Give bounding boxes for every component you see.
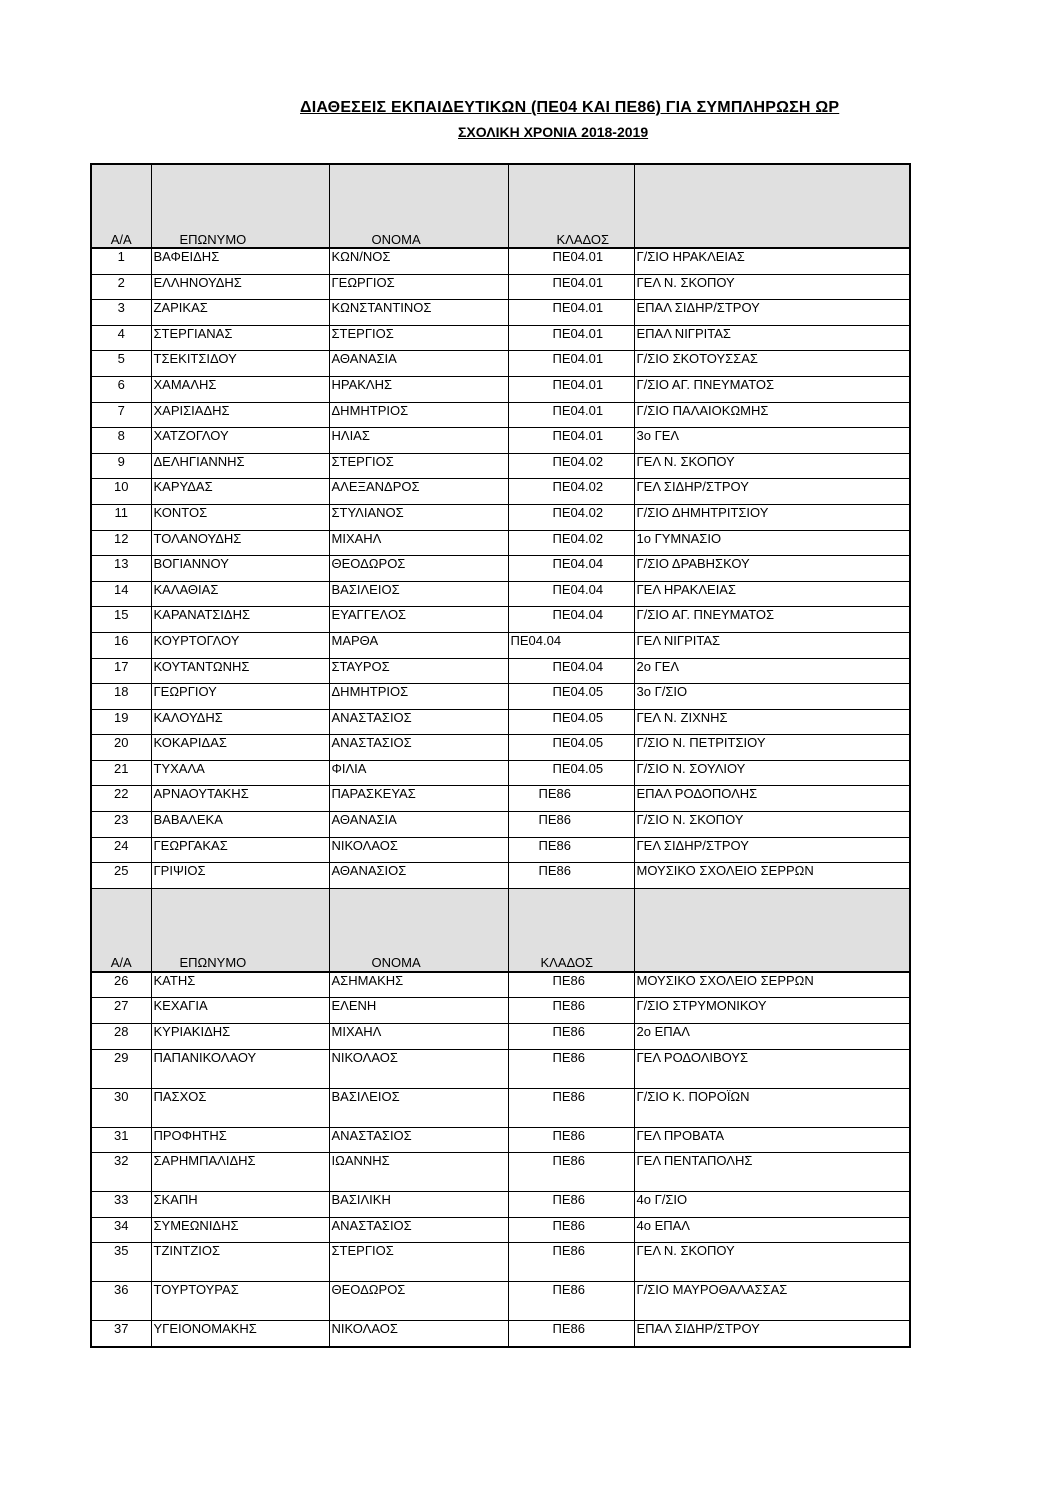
table-row bbox=[91, 1217, 910, 1243]
cell-name: ΠΑΡΑΣΚΕΥΑΣ bbox=[329, 786, 508, 812]
cell-surname: ΑΡΝΑΟΥΤΑΚΗΣ bbox=[151, 786, 329, 812]
cell-surname: ΠΑΠΑΝΙΚΟΛΑΟΥ bbox=[151, 1049, 329, 1088]
cell-aa: 15 bbox=[91, 607, 151, 633]
cell-aa: 18 bbox=[91, 684, 151, 710]
cell-aa: 23 bbox=[91, 812, 151, 838]
cell-surname: ΚΑΡΥΔΑΣ bbox=[151, 479, 329, 505]
cell-branch: ΠΕ04.04 bbox=[508, 607, 634, 633]
cell-name: ΜΑΡΘΑ bbox=[329, 632, 508, 658]
cell-surname: ΥΓΕΙΟΝΟΜΑΚΗΣ bbox=[151, 1321, 329, 1347]
document-title: ΔΙΑΘΕΣΕΙΣ ΕΚΠΑΙΔΕΥΤΙΚΩΝ (ΠΕ04 ΚΑΙ ΠΕ86) ΓΙΑ ΣΥΜΠΛΗΡΩΣΗ ΩΡ bbox=[300, 99, 840, 116]
cell-placement: 2ο ΕΠΑΛ bbox=[634, 1024, 910, 1050]
table-row bbox=[91, 325, 910, 351]
table-body-second bbox=[91, 972, 910, 1347]
cell-surname: ΚΟΝΤΟΣ bbox=[151, 504, 329, 530]
cell-surname: ΒΑΦΕΙΔΗΣ bbox=[151, 248, 329, 274]
table-row bbox=[91, 863, 910, 889]
cell-placement: ΓΕΛ ΠΕΝΤΑΠΟΛΗΣ bbox=[634, 1153, 910, 1192]
cell-placement: Γ/ΣΙΟ ΣΚΟΤΟΥΣΣΑΣ bbox=[634, 351, 910, 377]
cell-aa: 29 bbox=[91, 1049, 151, 1088]
cell-branch: ΠΕ04.01 bbox=[508, 351, 634, 377]
cell-placement: 4ο ΕΠΑΛ bbox=[634, 1217, 910, 1243]
cell-branch: ΠΕ04.05 bbox=[508, 760, 634, 786]
table-row bbox=[91, 998, 910, 1024]
cell-aa: 31 bbox=[91, 1127, 151, 1153]
cell-surname: ΕΛΛΗΝΟΥΔΗΣ bbox=[151, 274, 329, 300]
header-placement bbox=[634, 888, 910, 972]
cell-surname: ΤΖΙΝΤΖΙΟΣ bbox=[151, 1243, 329, 1282]
cell-name: ΜΙΧΑΗΛ bbox=[329, 530, 508, 556]
cell-surname: ΓΡΙΨΙΟΣ bbox=[151, 863, 329, 889]
cell-surname: ΔΕΛΗΓΙΑΝΝΗΣ bbox=[151, 453, 329, 479]
teachers-table bbox=[90, 163, 911, 1348]
cell-placement: ΜΟΥΣΙΚΟ ΣΧΟΛΕΙΟ ΣΕΡΡΩΝ bbox=[634, 972, 910, 998]
cell-aa: 30 bbox=[91, 1088, 151, 1127]
cell-placement: Γ/ΣΙΟ ΣΤΡΥΜΟΝΙΚΟΥ bbox=[634, 998, 910, 1024]
table-row bbox=[91, 607, 910, 633]
cell-aa: 28 bbox=[91, 1024, 151, 1050]
cell-surname: ΧΑΜΑΛΗΣ bbox=[151, 376, 329, 402]
table-row bbox=[91, 581, 910, 607]
cell-placement: 4ο Γ/ΣΙΟ bbox=[634, 1192, 910, 1218]
cell-name: ΕΛΕΝΗ bbox=[329, 998, 508, 1024]
cell-surname: ΒΑΒΑΛΕΚΑ bbox=[151, 812, 329, 838]
cell-aa: 33 bbox=[91, 1192, 151, 1218]
cell-surname: ΤΟΥΡΤΟΥΡΑΣ bbox=[151, 1282, 329, 1321]
cell-surname: ΤΟΛΑΝΟΥΔΗΣ bbox=[151, 530, 329, 556]
cell-placement: ΕΠΑΛ ΡΟΔΟΠΟΛΗΣ bbox=[634, 786, 910, 812]
cell-placement: Γ/ΣΙΟ ΠΑΛΑΙΟΚΩΜΗΣ bbox=[634, 402, 910, 428]
cell-placement: ΓΕΛ ΗΡΑΚΛΕΙΑΣ bbox=[634, 581, 910, 607]
cell-aa: 34 bbox=[91, 1217, 151, 1243]
cell-surname: ΚΑΡΑΝΑΤΣΙΔΗΣ bbox=[151, 607, 329, 633]
cell-name: ΘΕΟΔΩΡΟΣ bbox=[329, 556, 508, 582]
cell-aa: 11 bbox=[91, 504, 151, 530]
cell-aa: 5 bbox=[91, 351, 151, 377]
cell-branch: ΠΕ86 bbox=[508, 1282, 634, 1321]
table-row bbox=[91, 972, 910, 998]
cell-placement: Γ/ΣΙΟ ΜΑΥΡΟΘΑΛΑΣΣΑΣ bbox=[634, 1282, 910, 1321]
cell-placement: ΓΕΛ ΣΙΔΗΡ/ΣΤΡΟΥ bbox=[634, 837, 910, 863]
table-row bbox=[91, 837, 910, 863]
table-row bbox=[91, 1049, 910, 1088]
cell-surname: ΤΣΕΚΙΤΣΙΔΟΥ bbox=[151, 351, 329, 377]
cell-placement: ΕΠΑΛ ΣΙΔΗΡ/ΣΤΡΟΥ bbox=[634, 1321, 910, 1347]
cell-branch: ΠΕ04.02 bbox=[508, 479, 634, 505]
table-row bbox=[91, 1243, 910, 1282]
document-subtitle: ΣΧΟΛΙΚΗ ΧΡΟΝΙΑ 2018-2019 bbox=[458, 124, 649, 140]
cell-name: ΝΙΚΟΛΑΟΣ bbox=[329, 837, 508, 863]
cell-name: ΣΤΕΡΓΙΟΣ bbox=[329, 453, 508, 479]
table-row bbox=[91, 735, 910, 761]
cell-branch: ΠΕ04.02 bbox=[508, 453, 634, 479]
cell-aa: 10 bbox=[91, 479, 151, 505]
table-row bbox=[91, 351, 910, 377]
table-row bbox=[91, 1153, 910, 1192]
table-row bbox=[91, 479, 910, 505]
cell-surname: ΚΟΥΤΑΝΤΩΝΗΣ bbox=[151, 658, 329, 684]
cell-aa: 26 bbox=[91, 972, 151, 998]
cell-name: ΦΙΛΙΑ bbox=[329, 760, 508, 786]
cell-aa: 35 bbox=[91, 1243, 151, 1282]
cell-aa: 4 bbox=[91, 325, 151, 351]
table-row bbox=[91, 1192, 910, 1218]
cell-name: ΔΗΜΗΤΡΙΟΣ bbox=[329, 684, 508, 710]
cell-branch: ΠΕ86 bbox=[508, 837, 634, 863]
cell-placement: ΓΕΛ ΣΙΔΗΡ/ΣΤΡΟΥ bbox=[634, 479, 910, 505]
cell-placement: ΕΠΑΛ ΝΙΓΡΙΤΑΣ bbox=[634, 325, 910, 351]
cell-surname: ΧΑΡΙΣΙΑΔΗΣ bbox=[151, 402, 329, 428]
cell-branch: ΠΕ04.05 bbox=[508, 709, 634, 735]
cell-aa: 20 bbox=[91, 735, 151, 761]
table-row bbox=[91, 1321, 910, 1347]
table-row bbox=[91, 1024, 910, 1050]
cell-placement: ΓΕΛ ΠΡΟΒΑΤΑ bbox=[634, 1127, 910, 1153]
cell-name: ΗΡΑΚΛΗΣ bbox=[329, 376, 508, 402]
cell-branch: ΠΕ04.01 bbox=[508, 300, 634, 326]
header-name: ΟΝΟΜΑ bbox=[329, 164, 508, 248]
table-header-row-repeat bbox=[91, 888, 910, 972]
cell-aa: 6 bbox=[91, 376, 151, 402]
cell-placement: ΓΕΛ ΝΙΓΡΙΤΑΣ bbox=[634, 632, 910, 658]
cell-aa: 21 bbox=[91, 760, 151, 786]
cell-branch: ΠΕ04.05 bbox=[508, 735, 634, 761]
cell-name: ΝΙΚΟΛΑΟΣ bbox=[329, 1049, 508, 1088]
cell-branch: ΠΕ86 bbox=[508, 1321, 634, 1347]
cell-name: ΚΩΝ/ΝΟΣ bbox=[329, 248, 508, 274]
cell-name: ΑΘΑΝΑΣΙΑ bbox=[329, 812, 508, 838]
cell-branch: ΠΕ86 bbox=[508, 1243, 634, 1282]
table-row bbox=[91, 248, 910, 274]
table-row bbox=[91, 812, 910, 838]
cell-surname: ΚΕΧΑΓΙΑ bbox=[151, 998, 329, 1024]
table-row bbox=[91, 632, 910, 658]
cell-name: ΑΝΑΣΤΑΣΙΟΣ bbox=[329, 1217, 508, 1243]
header-aa: Α/Α bbox=[91, 888, 151, 972]
cell-aa: 27 bbox=[91, 998, 151, 1024]
cell-surname: ΓΕΩΡΓΑΚΑΣ bbox=[151, 837, 329, 863]
cell-branch: ΠΕ86 bbox=[508, 972, 634, 998]
cell-surname: ΣΤΕΡΓΙΑΝΑΣ bbox=[151, 325, 329, 351]
cell-name: ΣΤΕΡΓΙΟΣ bbox=[329, 325, 508, 351]
cell-branch: ΠΕ04.01 bbox=[508, 248, 634, 274]
cell-branch: ΠΕ04.04 bbox=[508, 581, 634, 607]
cell-placement: Γ/ΣΙΟ Ν. ΠΕΤΡΙΤΣΙΟΥ bbox=[634, 735, 910, 761]
cell-placement: ΕΠΑΛ ΣΙΔΗΡ/ΣΤΡΟΥ bbox=[634, 300, 910, 326]
header-surname: ΕΠΩΝΥΜΟ bbox=[151, 888, 329, 972]
cell-aa: 3 bbox=[91, 300, 151, 326]
cell-surname: ΖΑΡΙΚΑΣ bbox=[151, 300, 329, 326]
cell-name: ΙΩΑΝΝΗΣ bbox=[329, 1153, 508, 1192]
table-row bbox=[91, 709, 910, 735]
cell-surname: ΚΑΤΗΣ bbox=[151, 972, 329, 998]
cell-branch: ΠΕ04.02 bbox=[508, 530, 634, 556]
table-row bbox=[91, 684, 910, 710]
cell-name: ΑΣΗΜΑΚΗΣ bbox=[329, 972, 508, 998]
cell-branch: ΠΕ86 bbox=[508, 1192, 634, 1218]
cell-surname: ΧΑΤΖΟΓΛΟΥ bbox=[151, 428, 329, 454]
cell-aa: 17 bbox=[91, 658, 151, 684]
cell-name: ΒΑΣΙΛΕΙΟΣ bbox=[329, 581, 508, 607]
cell-aa: 13 bbox=[91, 556, 151, 582]
cell-surname: ΚΥΡΙΑΚΙΔΗΣ bbox=[151, 1024, 329, 1050]
cell-aa: 7 bbox=[91, 402, 151, 428]
cell-aa: 1 bbox=[91, 248, 151, 274]
cell-placement: Γ/ΣΙΟ ΑΓ. ΠΝΕΥΜΑΤΟΣ bbox=[634, 607, 910, 633]
cell-branch: ΠΕ86 bbox=[508, 1024, 634, 1050]
header-surname: ΕΠΩΝΥΜΟ bbox=[151, 164, 329, 248]
cell-aa: 16 bbox=[91, 632, 151, 658]
cell-surname: ΤΥΧΑΛΑ bbox=[151, 760, 329, 786]
cell-name: ΓΕΩΡΓΙΟΣ bbox=[329, 274, 508, 300]
cell-placement: ΓΕΛ Ν. ΣΚΟΠΟΥ bbox=[634, 453, 910, 479]
table-row bbox=[91, 402, 910, 428]
cell-aa: 14 bbox=[91, 581, 151, 607]
cell-placement: ΓΕΛ ΡΟΔΟΛΙΒΟΥΣ bbox=[634, 1049, 910, 1088]
cell-aa: 37 bbox=[91, 1321, 151, 1347]
cell-branch: ΠΕ04.02 bbox=[508, 504, 634, 530]
table-row bbox=[91, 1088, 910, 1127]
table-row bbox=[91, 1127, 910, 1153]
cell-branch: ΠΕ86 bbox=[508, 786, 634, 812]
cell-aa: 12 bbox=[91, 530, 151, 556]
cell-aa: 36 bbox=[91, 1282, 151, 1321]
table-row bbox=[91, 504, 910, 530]
cell-branch: ΠΕ86 bbox=[508, 812, 634, 838]
cell-placement: ΓΕΛ Ν. ΣΚΟΠΟΥ bbox=[634, 274, 910, 300]
cell-surname: ΠΑΣΧΟΣ bbox=[151, 1088, 329, 1127]
table-row bbox=[91, 658, 910, 684]
cell-name: ΣΤΑΥΡΟΣ bbox=[329, 658, 508, 684]
cell-name: ΣΤΥΛΙΑΝΟΣ bbox=[329, 504, 508, 530]
cell-branch: ΠΕ04.05 bbox=[508, 684, 634, 710]
cell-placement: Γ/ΣΙΟ Ν. ΣΟΥΛΙΟΥ bbox=[634, 760, 910, 786]
cell-branch: ΠΕ04.04 bbox=[508, 658, 634, 684]
cell-surname: ΚΟΚΑΡΙΔΑΣ bbox=[151, 735, 329, 761]
cell-aa: 22 bbox=[91, 786, 151, 812]
table-row bbox=[91, 786, 910, 812]
cell-name: ΑΝΑΣΤΑΣΙΟΣ bbox=[329, 1127, 508, 1153]
cell-aa: 8 bbox=[91, 428, 151, 454]
cell-aa: 25 bbox=[91, 863, 151, 889]
cell-branch: ΠΕ86 bbox=[508, 998, 634, 1024]
cell-name: ΕΥΑΓΓΕΛΟΣ bbox=[329, 607, 508, 633]
cell-surname: ΣΥΜΕΩΝΙΔΗΣ bbox=[151, 1217, 329, 1243]
table-row bbox=[91, 453, 910, 479]
table-row bbox=[91, 274, 910, 300]
header-branch: ΚΛΑΔΟΣ bbox=[508, 164, 634, 248]
table-row bbox=[91, 428, 910, 454]
table-row bbox=[91, 376, 910, 402]
cell-name: ΑΝΑΣΤΑΣΙΟΣ bbox=[329, 735, 508, 761]
cell-branch: ΠΕ04.01 bbox=[508, 428, 634, 454]
cell-aa: 24 bbox=[91, 837, 151, 863]
cell-name: ΣΤΕΡΓΙΟΣ bbox=[329, 1243, 508, 1282]
cell-branch: ΠΕ86 bbox=[508, 1127, 634, 1153]
header-placement bbox=[634, 164, 910, 248]
cell-name: ΑΝΑΣΤΑΣΙΟΣ bbox=[329, 709, 508, 735]
table-row bbox=[91, 760, 910, 786]
cell-name: ΘΕΟΔΩΡΟΣ bbox=[329, 1282, 508, 1321]
cell-placement: 3ο ΓΕΛ bbox=[634, 428, 910, 454]
cell-placement: ΓΕΛ Ν. ΣΚΟΠΟΥ bbox=[634, 1243, 910, 1282]
table-row bbox=[91, 1282, 910, 1321]
cell-name: ΔΗΜΗΤΡΙΟΣ bbox=[329, 402, 508, 428]
cell-surname: ΚΑΛΟΥΔΗΣ bbox=[151, 709, 329, 735]
table-row bbox=[91, 556, 910, 582]
cell-surname: ΠΡΟΦΗΤΗΣ bbox=[151, 1127, 329, 1153]
cell-branch: ΠΕ04.01 bbox=[508, 402, 634, 428]
cell-name: ΚΩΝΣΤΑΝΤΙΝΟΣ bbox=[329, 300, 508, 326]
cell-placement: Γ/ΣΙΟ Ν. ΣΚΟΠΟΥ bbox=[634, 812, 910, 838]
cell-name: ΝΙΚΟΛΑΟΣ bbox=[329, 1321, 508, 1347]
cell-placement: ΓΕΛ Ν. ΖΙΧΝΗΣ bbox=[634, 709, 910, 735]
table-row bbox=[91, 300, 910, 326]
cell-branch: ΠΕ86 bbox=[508, 1049, 634, 1088]
cell-name: ΒΑΣΙΛΙΚΗ bbox=[329, 1192, 508, 1218]
cell-placement: Γ/ΣΙΟ ΑΓ. ΠΝΕΥΜΑΤΟΣ bbox=[634, 376, 910, 402]
cell-branch: ΠΕ04.01 bbox=[508, 274, 634, 300]
table-row bbox=[91, 530, 910, 556]
table-body-first bbox=[91, 248, 910, 888]
header-name: ΟΝΟΜΑ bbox=[329, 888, 508, 972]
cell-surname: ΚΟΥΡΤΟΓΛΟΥ bbox=[151, 632, 329, 658]
cell-name: ΗΛΙΑΣ bbox=[329, 428, 508, 454]
cell-placement: Γ/ΣΙΟ ΔΡΑΒΗΣΚΟΥ bbox=[634, 556, 910, 582]
cell-branch: ΠΕ04.01 bbox=[508, 325, 634, 351]
cell-branch: ΠΕ04.04 bbox=[508, 632, 634, 658]
cell-branch: ΠΕ04.01 bbox=[508, 376, 634, 402]
cell-surname: ΓΕΩΡΓΙΟΥ bbox=[151, 684, 329, 710]
cell-surname: ΒΟΓΙΑΝΝΟΥ bbox=[151, 556, 329, 582]
cell-name: ΑΛΕΞΑΝΔΡΟΣ bbox=[329, 479, 508, 505]
cell-aa: 9 bbox=[91, 453, 151, 479]
cell-aa: 2 bbox=[91, 274, 151, 300]
cell-surname: ΣΚΑΠΗ bbox=[151, 1192, 329, 1218]
cell-placement: 1ο ΓΥΜΝΑΣΙΟ bbox=[634, 530, 910, 556]
cell-placement: 2ο ΓΕΛ bbox=[634, 658, 910, 684]
header-aa: Α/Α bbox=[91, 164, 151, 248]
cell-placement: ΜΟΥΣΙΚΟ ΣΧΟΛΕΙΟ ΣΕΡΡΩΝ bbox=[634, 863, 910, 889]
cell-name: ΜΙΧΑΗΛ bbox=[329, 1024, 508, 1050]
table-header-row bbox=[91, 164, 910, 248]
cell-surname: ΣΑΡΗΜΠΑΛΙΔΗΣ bbox=[151, 1153, 329, 1192]
cell-branch: ΠΕ86 bbox=[508, 1217, 634, 1243]
cell-branch: ΠΕ86 bbox=[508, 863, 634, 889]
cell-placement: Γ/ΣΙΟ ΔΗΜΗΤΡΙΤΣΙΟΥ bbox=[634, 504, 910, 530]
cell-name: ΑΘΑΝΑΣΙΑ bbox=[329, 351, 508, 377]
cell-aa: 19 bbox=[91, 709, 151, 735]
header-branch: ΚΛΑΔΟΣ bbox=[508, 888, 634, 972]
cell-placement: 3ο Γ/ΣΙΟ bbox=[634, 684, 910, 710]
cell-branch: ΠΕ86 bbox=[508, 1088, 634, 1127]
cell-name: ΑΘΑΝΑΣΙΟΣ bbox=[329, 863, 508, 889]
cell-placement: Γ/ΣΙΟ Κ. ΠΟΡΟΪΩΝ bbox=[634, 1088, 910, 1127]
cell-name: ΒΑΣΙΛΕΙΟΣ bbox=[329, 1088, 508, 1127]
cell-branch: ΠΕ86 bbox=[508, 1153, 634, 1192]
cell-surname: ΚΑΛΑΘΙΑΣ bbox=[151, 581, 329, 607]
cell-aa: 32 bbox=[91, 1153, 151, 1192]
cell-branch: ΠΕ04.04 bbox=[508, 556, 634, 582]
cell-placement: Γ/ΣΙΟ ΗΡΑΚΛΕΙΑΣ bbox=[634, 248, 910, 274]
